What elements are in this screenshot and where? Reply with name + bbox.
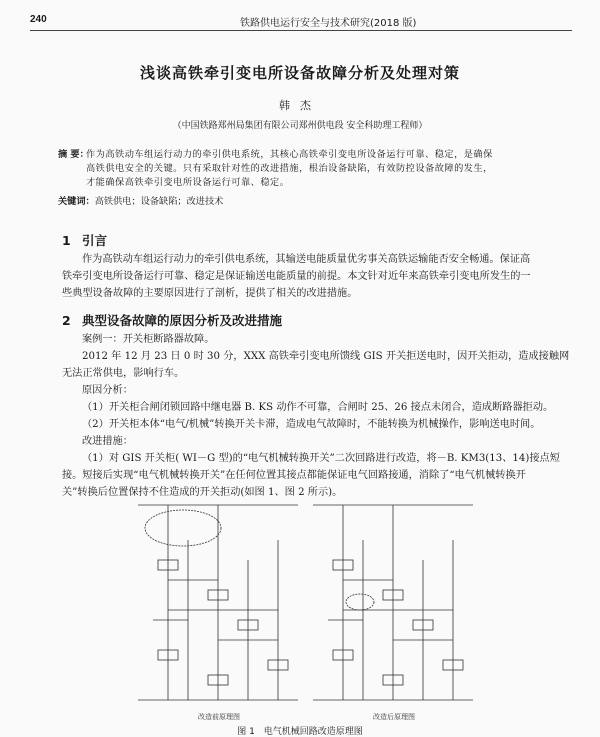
figure-caption: 图 1 电气机械回路改造原理图	[237, 727, 363, 737]
section-1-heading	[62, 231, 107, 249]
article-title: 浅谈高铁牵引变电所设备故障分析及处理对策	[139, 64, 460, 82]
analysis-item: （2）开关柜本体“电气/机械”转换开关卡滞，造成电气故障时，不能转换为机械操作，影响送电时间。	[82, 419, 541, 430]
keywords	[58, 193, 558, 207]
section-number: 1	[62, 233, 71, 248]
section-number: 2	[62, 313, 71, 328]
body-line: 作为高铁动车组运行动力的牵引供电系统，其输送电能质量优劣事关高铁运输能否安全畅通。保证高	[82, 254, 531, 265]
abstract-line: 才能确保高铁牵引变电所设备运行可靠、稳定。	[86, 177, 290, 188]
author: 韩杰	[279, 99, 321, 112]
page-header	[30, 12, 572, 31]
analysis-item: （1）开关柜合闸闭锁回路中继电器 B. KS 动作不可靠，合闸时 25、26 接点未闭合，造成断路器拒动。	[82, 402, 554, 413]
left-subcaption: 改造前原理图	[198, 713, 240, 721]
body-line: （1）对 GIS 开关柜( WI－G 型)的“电气机械转换开关”二次回路进行改造，将－B. KM3(13、14)接点短	[82, 453, 560, 464]
body-line: 接。短接后实现“电气机械转换开关”在任何位置其接点都能保证电气回路接通，消除了“电气机械转换开	[62, 470, 526, 481]
analysis-label: 原因分析：	[82, 385, 133, 396]
abstract-line: 作为高铁动车组运行动力的牵引供电系统，其核心高铁牵引变电所设备运行可靠、稳定，是确保	[86, 149, 493, 160]
circuit-figure	[128, 500, 483, 737]
page-number: 240	[30, 14, 47, 25]
keywords-text: 高铁供电；设备缺陷；改进技术	[94, 196, 224, 207]
body-line: 些典型设备故障的主要原因进行了剖析，提供了相关的改进措施。	[62, 288, 358, 299]
abstract-line: 高铁供电安全的关键。只有采取针对性的改进措施，根治设备缺陷，有效防控设备故障的发生，	[86, 163, 493, 174]
body-line: 2012 年 12 月 23 日 0 时 30 分，XXX 高铁牵引变电所馈线 GIS 开关拒送电时，因开关拒动，造成接触网	[82, 351, 570, 362]
body-line: 铁牵引变电所设备运行可靠、稳定是保证输送电能质量的前提。本文针对近年来高铁牵引变电所发生的一	[62, 271, 531, 282]
right-subcaption: 改造后原理图	[373, 713, 415, 721]
section-title: 引言	[82, 233, 108, 248]
measures-label: 改进措施：	[82, 436, 133, 447]
section-title: 典型设备故障的原因分析及改进措施	[82, 313, 283, 328]
journal-title: 铁路供电运行安全与技术研究(2018 版)	[240, 18, 417, 29]
keywords-label: 关键词：	[58, 196, 95, 207]
affiliation: （中国铁路郑州局集团有限公司郑州供电段 安全科助理工程师）	[172, 121, 428, 131]
abstract-label: 摘 要：	[58, 149, 89, 160]
body-line: 关”转换后位置保持不住造成的开关拒动(如图 1、图 2 所示)。	[62, 487, 343, 498]
case-title: 案例一：开关柜断路器故障。	[82, 334, 215, 345]
abstract	[58, 148, 558, 190]
body-line: 无法正常供电，影响行车。	[62, 368, 185, 379]
section-2-heading	[62, 311, 282, 329]
circuit-diagram	[128, 500, 483, 710]
